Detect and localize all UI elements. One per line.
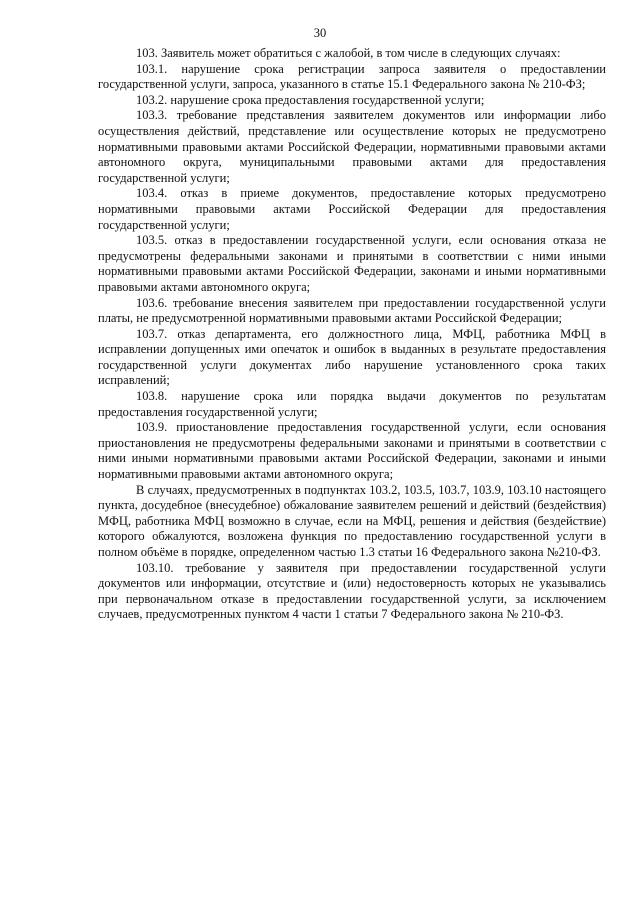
- paragraph-103-5: 103.5. отказ в предоставлении государственной услуги, если основания отказа не предусмотрены федеральными законами и принятыми в соответствии с ними иными нормативными правовыми актами Российской Федерации, законами и иными нормативными правовыми актами автономного округа;: [98, 233, 606, 294]
- paragraph-103-1: 103.1. нарушение срока регистрации запроса заявителя о предоставлении государственной услуги, запроса, указанного в статье 15.1 Федерального закона № 210-ФЗ;: [98, 61, 606, 92]
- paragraph-103-3: 103.3. требование представления заявителем документов или информации либо осуществления действий, представление или осуществление которых не предусмотрено нормативными правовыми актами Российской Федерации, нормативными правовыми актами автономного округа, муниципальными правовыми актами для предоставления государственной услуги;: [98, 108, 606, 185]
- paragraph-103-7: 103.7. отказ департамента, его должностного лица, МФЦ, работника МФЦ в исправлении допущенных ими опечаток и ошибок в выданных в результате предоставления государственной услуги документах либо нарушение установленного срока таких исправлений;: [98, 326, 606, 388]
- paragraph-103-6: 103.6. требование внесения заявителем при предоставлении государственной услуги платы, не предусмотренной нормативными правовыми актами Российской Федерации;: [98, 295, 606, 326]
- paragraph-103-10: 103.10. требование у заявителя при предоставлении государственной услуги документов или информации, отсутствие и (или) недостоверность которых не указывались при первоначальном отказе в предоставлении государственной услуги, за исключением случаев, предусмотренных пунктом 4 части 1 статьи 7 Федерального закона № 210-ФЗ.: [98, 560, 606, 622]
- paragraph-103-2: 103.2. нарушение срока предоставления государственной услуги;: [136, 92, 485, 107]
- paragraph-103: 103. Заявитель может обратиться с жалобой, в том числе в следующих случаях:: [136, 46, 561, 60]
- paragraph-103-8: 103.8. нарушение срока или порядка выдачи документов по результатам предоставления государственной услуги;: [98, 389, 606, 419]
- paragraph-103-9: 103.9. приостановление предоставления государственной услуги, если основания приостановления не предусмотрены федеральными законами и принятыми в соответствии с ними иными нормативными правовыми актами Российской Федерации, законами и иными нормативными правовыми актами автономного округа;: [98, 420, 606, 482]
- page-number: 30: [313, 26, 327, 40]
- paragraph-cases-note: В случаях, предусмотренных в подпунктах 103.2, 103.5, 103.7, 103.9, 103.10 настоящего пункта, досудебное (внесудебное) обжалование заявителем решений и действий (бездействия) МФЦ, работника МФЦ возможно в случае, если на МФЦ, решения и действия (бездействие) которого обжалуются, возложена функция по предоставлению государственной услуги в полном объёме в порядке, определенном частью 1.3 статьи 16 Федерального закона №210-ФЗ.: [98, 482, 606, 559]
- paragraph-103-4: 103.4. отказ в приеме документов, предоставление которых предусмотрено нормативными правовыми актами Российской Федерации для предоставления государственной услуги;: [98, 186, 606, 232]
- document-body: [98, 46, 606, 623]
